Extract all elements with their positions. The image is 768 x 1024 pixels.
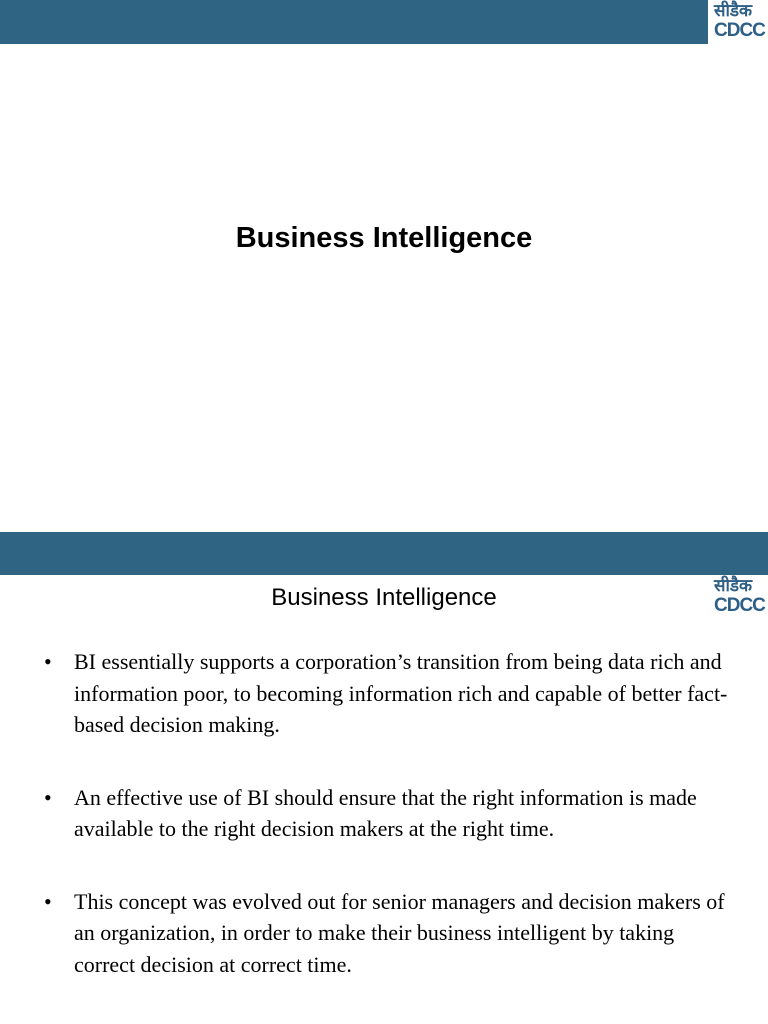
slide-2-header-bar: [0, 532, 768, 620]
logo-hindi-text: सीडैक: [714, 576, 753, 596]
bullet-list: [44, 646, 734, 980]
bullet-icon: •: [44, 649, 52, 674]
slide-1-title: Business Intelligence: [235, 222, 533, 254]
logo-latin-text: CDCC: [714, 595, 765, 616]
logo-hindi-text: सीडैक: [714, 1, 753, 21]
bullet-item: [44, 886, 734, 981]
bullet-item: [44, 782, 734, 845]
bullet-icon: •: [44, 888, 52, 914]
bullet-text: BI essentially supports a corporation’s transition from being data rich and information poor, to becoming information rich and capable of better fact-based decision making.: [74, 649, 728, 737]
bullet-icon: •: [44, 784, 52, 810]
slide-2-title: Business Intelligence: [271, 584, 497, 611]
slide-1-header-bar: [0, 0, 768, 44]
cdac-logo: [708, 0, 768, 44]
slide-2: [0, 532, 768, 1024]
bullet-text: An effective use of BI should ensure that the right information is made available to the right decision makers at the right time.: [74, 784, 697, 841]
bullet-text: This concept was evolved out for senior managers and decision makers of an organization, in order to make their business intelligent by taking correct decision at correct time.: [74, 888, 725, 977]
logo-latin-text: CDCC: [714, 20, 765, 41]
bullet-item: [44, 646, 734, 741]
